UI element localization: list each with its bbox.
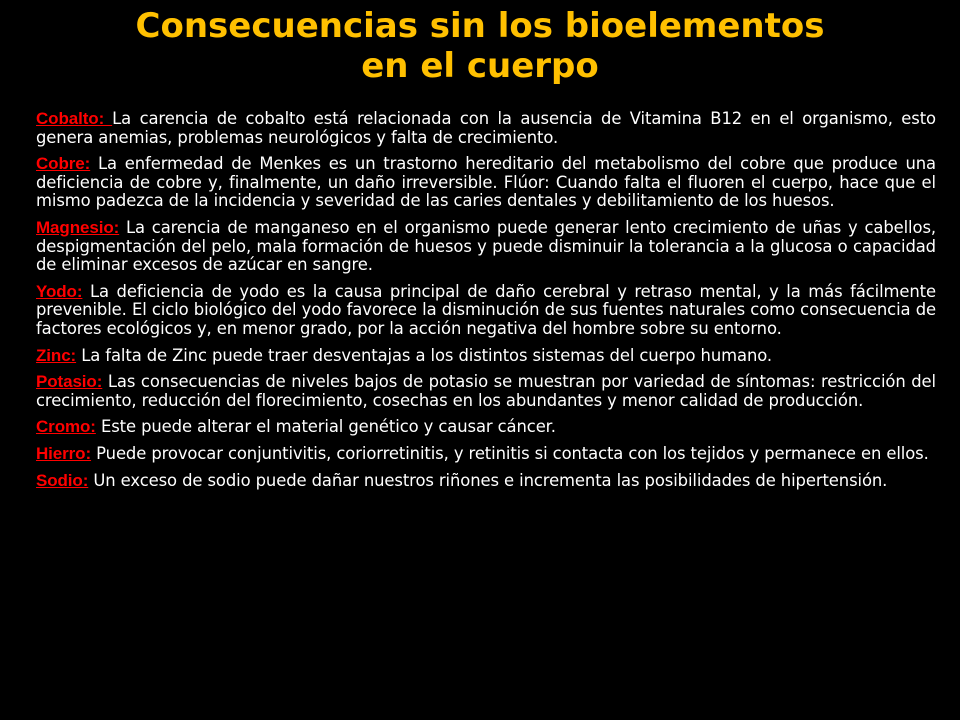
bioelements-list <box>36 110 936 498</box>
item-text-sodio: Un exceso de sodio puede dañar nuestros riñones e incrementa las posibilidades de hipertensión. <box>88 470 888 490</box>
item-text-cobalto: La carencia de cobalto está relacionada con la ausencia de Vitamina B12 en el organismo, esto genera anemias, problemas neurológicos y falta de crecimiento. <box>36 109 936 147</box>
item-label-magnesio: Magnesio: <box>36 217 120 237</box>
item-potasio <box>36 373 936 410</box>
item-label-potasio: Potasio: <box>36 372 103 392</box>
item-sodio <box>36 472 936 491</box>
item-text-magnesio: La carencia de manganeso en el organismo puede generar lento crecimiento de uñas y cabellos, despigmentación del pelo, mala formación de huesos y puede disminuir la tolerancia a la glucosa o capacidad de eliminar excesos de azúcar en sangre. <box>36 217 936 275</box>
item-label-hierro: Hierro: <box>36 443 92 463</box>
item-text-potasio: Las consecuencias de niveles bajos de potasio se muestran por variedad de síntomas: restricción del crecimiento, reducción del florecimiento, cosechas en los abundantes y menor calidad de producción. <box>36 372 936 410</box>
item-hierro <box>36 445 936 464</box>
item-label-cromo: Cromo: <box>36 417 96 437</box>
item-zinc <box>36 347 936 366</box>
item-yodo <box>36 283 936 339</box>
item-label-sodio: Sodio: <box>36 470 89 490</box>
slide-title <box>40 6 920 86</box>
item-text-cobre: La enfermedad de Menkes es un trastorno hereditario del metabolismo del cobre que produce una deficiencia de cobre y, finalmente, un daño irreversible. Flúor: Cuando falta el fluoren el cuerpo, hace que el mismo padezca de la incidencia y severidad de las caries dentales y debilitamiento de los huesos. <box>36 154 936 211</box>
item-text-hierro: Puede provocar conjuntivitis, coriorretinitis, y retinitis si contacta con los tejidos y permanece en ellos. <box>91 443 929 463</box>
item-label-cobalto: Cobalto: <box>36 109 113 128</box>
item-text-yodo: La deficiencia de yodo es la causa principal de daño cerebral y retraso mental, y la más fácilmente prevenible. El ciclo biológico del yodo favorece la disminución de sus fuentes naturales como consecuencia de factores ecológicos y, en menor grado, por la acción negativa del hombre sobre su entorno. <box>36 281 936 338</box>
item-text-zinc: La falta de Zinc puede traer desventajas a los distintos sistemas del cuerpo humano. <box>76 345 772 365</box>
title-line-1: Consecuencias sin los bioelementos <box>135 6 825 46</box>
item-text-cromo: Este puede alterar el material genético y causar cáncer. <box>95 417 556 437</box>
title-line-2: en el cuerpo <box>361 46 599 86</box>
item-cromo <box>36 418 936 437</box>
item-label-zinc: Zinc: <box>36 345 77 365</box>
item-cobalto <box>36 110 936 147</box>
item-label-yodo: Yodo: <box>36 281 83 301</box>
item-label-cobre: Cobre: <box>36 154 91 174</box>
item-cobre <box>36 155 936 211</box>
item-magnesio <box>36 219 936 275</box>
